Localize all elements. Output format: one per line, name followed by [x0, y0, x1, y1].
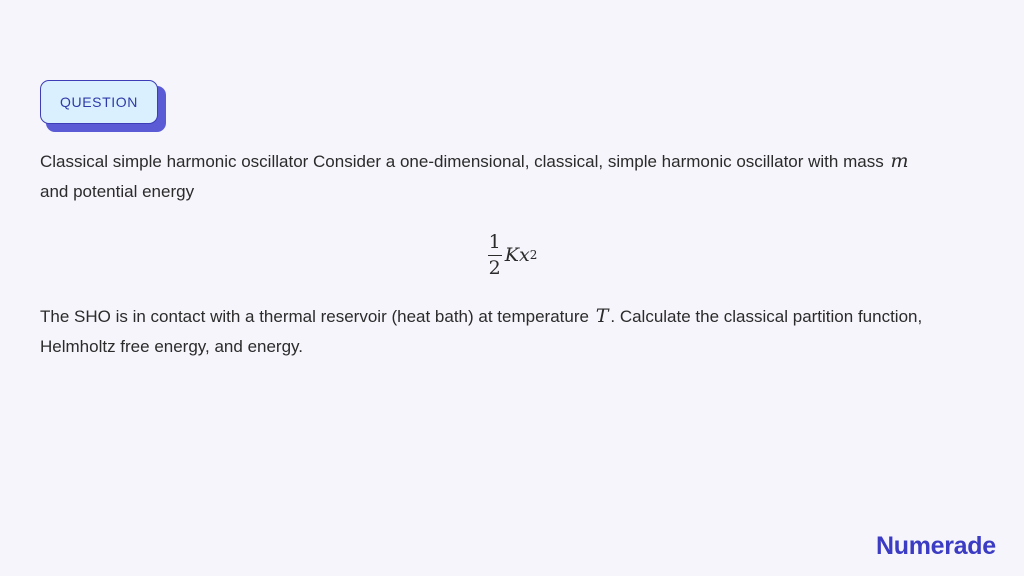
- paragraph-2-text: The SHO is in contact with a thermal reservoir (heat bath) at temperature: [40, 307, 594, 326]
- formula-expression: Kx: [504, 244, 530, 266]
- question-label: QUESTION: [40, 80, 158, 124]
- formula-exponent: 2: [529, 248, 538, 262]
- paragraph-1-line-2: and potential energy: [40, 182, 195, 201]
- fraction-numerator: 1: [488, 230, 501, 253]
- paragraph-1-text: Classical simple harmonic oscillator Consider a one-dimensional, classical, simple harmonic oscillator with mass: [40, 152, 889, 171]
- fraction-denominator: 2: [488, 256, 501, 279]
- temperature-variable: T: [595, 305, 609, 327]
- question-paragraph-2: [40, 301, 984, 362]
- question-body: [40, 146, 984, 362]
- potential-energy-formula: [40, 227, 984, 283]
- fraction: [487, 230, 503, 279]
- question-paragraph-1: [40, 146, 984, 207]
- paragraph-2-rest: . Calculate the classical partition function, Helmholtz free energy, and energy.: [40, 307, 923, 356]
- question-badge: [40, 80, 168, 132]
- numerade-logo: Numerade: [876, 532, 996, 560]
- mass-variable: m: [890, 150, 909, 172]
